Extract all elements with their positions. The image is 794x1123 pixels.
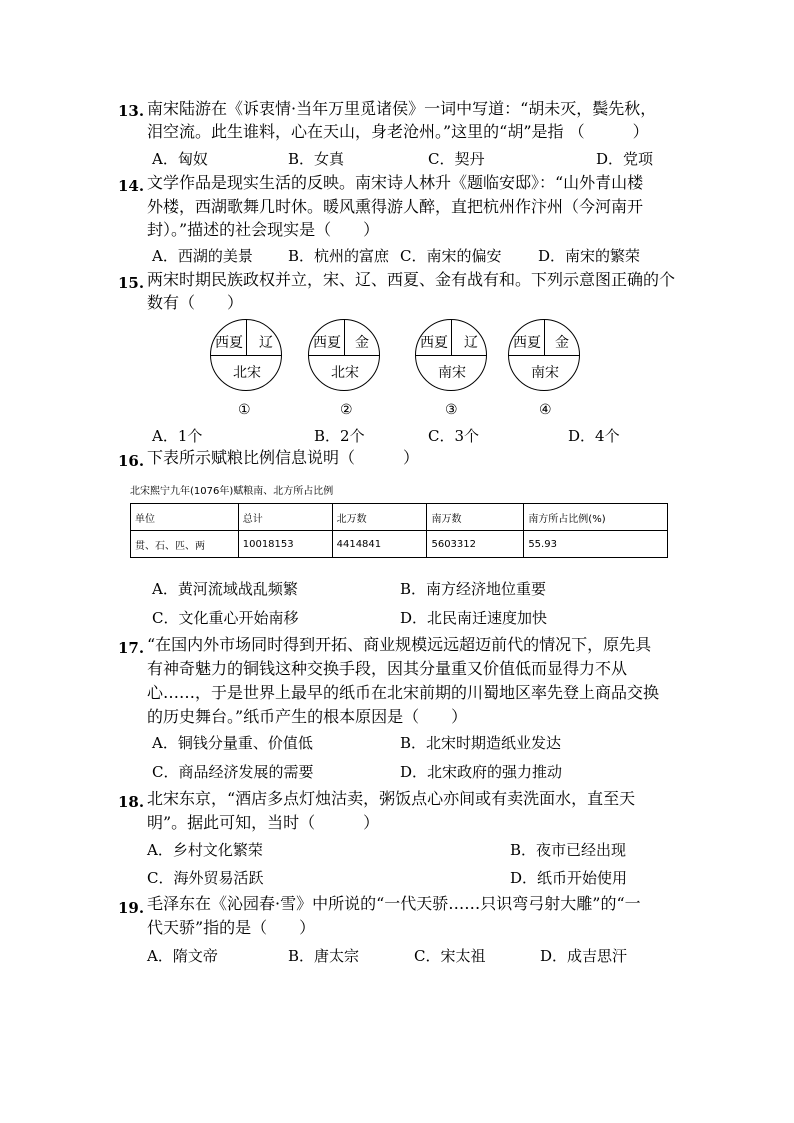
option-c[interactable]: C．3个: [428, 427, 480, 445]
question-text-line: 代天骄”指的是（ ）: [147, 918, 316, 937]
question-text-line: 封）。”描述的社会现实是（ ）: [147, 220, 380, 239]
table-cell: 5603312: [427, 531, 524, 558]
diagram-label-left: 西夏: [215, 335, 243, 351]
question-number: 15.: [118, 274, 145, 292]
option-b[interactable]: B．北宋时期造纸业发达: [400, 734, 562, 752]
table-cell: 贯、石、匹、两: [131, 531, 239, 558]
option-a[interactable]: A．乡村文化繁荣: [147, 841, 263, 859]
table-row: [131, 531, 668, 558]
diagram-label-bottom: 南宋: [438, 365, 466, 381]
diagram-label-right: 金: [555, 335, 569, 351]
question-text-line: 下表所示赋粮比例信息说明（ ）: [147, 448, 420, 467]
question-number: 19.: [118, 899, 145, 917]
question-number: 14.: [118, 177, 145, 195]
diagram-label-right: 辽: [464, 335, 478, 351]
table-header-cell: 总计: [238, 504, 332, 531]
option-a[interactable]: A．铜钱分量重、价值低: [152, 734, 313, 752]
option-c[interactable]: C．南宋的偏安: [400, 247, 502, 265]
option-b[interactable]: B．南方经济地位重要: [400, 580, 547, 598]
question-text-line: 北宋东京，“酒店多点灯烛沽卖，粥饭点心亦间或有卖洗面水，直至天: [147, 789, 636, 808]
option-d[interactable]: D．纸币开始使用: [510, 869, 628, 887]
diagram-label-left: 西夏: [313, 335, 341, 351]
region-diagram-1: [210, 319, 282, 391]
option-d[interactable]: D．4个: [568, 427, 620, 445]
region-diagram-4: [508, 319, 580, 391]
diagram-label-bottom: 北宋: [233, 365, 261, 381]
tax-grain-table: [130, 503, 668, 558]
diagram-label-right: 辽: [259, 335, 273, 351]
question-text-line: 两宋时期民族政权并立，宋、辽、西夏、金有战有和。下列示意图正确的个: [147, 270, 676, 289]
question-text-line: 南宋陆游在《诉衷情·当年万里觅诸侯》一词中写道：“胡未灭，鬓先秋，: [147, 99, 657, 118]
option-a[interactable]: A．西湖的美景: [152, 247, 253, 265]
option-c[interactable]: C．文化重心开始南移: [152, 609, 299, 627]
diagram-number: ③: [445, 402, 458, 418]
question-number: 17.: [118, 639, 145, 657]
diagram-number: ④: [539, 402, 552, 418]
table-header-row: [131, 504, 668, 531]
diagram-label-right: 金: [355, 335, 369, 351]
option-c[interactable]: C．宋太祖: [414, 947, 486, 965]
table-header-cell: 南方所占比例(%): [524, 504, 668, 531]
diagram-label-bottom: 南宋: [531, 365, 559, 381]
question-number: 16.: [118, 452, 145, 470]
table-cell: 10018153: [238, 531, 332, 558]
table-cell: 55.93: [524, 531, 668, 558]
question-text-line: 的历史舞台。”纸币产生的根本原因是（ ）: [147, 707, 468, 726]
option-a[interactable]: A．匈奴: [152, 150, 208, 168]
option-c[interactable]: C．契丹: [428, 150, 485, 168]
table-header-cell: 南万数: [427, 504, 524, 531]
diagram-number: ②: [340, 402, 353, 418]
question-text-line: 有神奇魅力的铜钱这种交换手段，因其分量重又价值低而显得力不从: [147, 659, 628, 678]
question-number: 18.: [118, 793, 145, 811]
option-d[interactable]: D．北宋政府的强力推动: [400, 763, 563, 781]
question-text-line: “在国内外市场同时得到开拓、商业规模远远超迈前代的情况下，原先具: [147, 635, 652, 654]
question-text-line: 数有（ ）: [147, 293, 244, 312]
question-text-line: 明”。据此可知，当时（ ）: [147, 813, 380, 832]
region-diagram-2: [308, 319, 380, 391]
option-b[interactable]: B．杭州的富庶: [288, 247, 390, 265]
diagram-label-left: 西夏: [513, 335, 541, 351]
option-c[interactable]: C．海外贸易活跃: [147, 869, 264, 887]
question-text-line: 外楼，西湖歌舞几时休。暖风熏得游人醉，直把杭州作汴州（今河南开: [147, 197, 644, 216]
option-b[interactable]: B．唐太宗: [288, 947, 360, 965]
table-cell: 4414841: [332, 531, 427, 558]
option-a[interactable]: A．1个: [152, 427, 203, 445]
option-d[interactable]: D．北民南迁速度加快: [400, 609, 548, 627]
question-number: 13.: [118, 102, 145, 120]
table-header-cell: 单位: [131, 504, 239, 531]
option-b[interactable]: B．女真: [288, 150, 345, 168]
question-text-line: 泪空流。此生谁料，心在天山，身老沧州。”这里的“胡”是指 （ ）: [147, 122, 649, 141]
diagram-label-bottom: 北宋: [331, 365, 359, 381]
option-d[interactable]: D．成吉思汗: [540, 947, 628, 965]
option-b[interactable]: B．2个: [314, 427, 365, 445]
question-text-line: 文学作品是现实生活的反映。南宋诗人林升《题临安邸》：“山外青山楼: [147, 173, 644, 192]
option-b[interactable]: B．夜市已经出现: [510, 841, 627, 859]
region-diagram-3: [415, 319, 487, 391]
table-caption: 北宋熙宁九年(1076年)赋粮南、北方所占比例: [130, 486, 334, 497]
option-d[interactable]: D．党项: [596, 150, 654, 168]
option-c[interactable]: C．商品经济发展的需要: [152, 763, 314, 781]
option-a[interactable]: A．隋文帝: [147, 947, 218, 965]
question-text-line: 毛泽东在《沁园春·雪》中所说的“一代天骄……只识弯弓射大雕”的“一: [147, 894, 641, 913]
diagram-label-left: 西夏: [420, 335, 448, 351]
question-text-line: 心……，于是世界上最早的纸币在北宋前期的川蜀地区率先登上商品交换: [147, 683, 660, 702]
table-header-cell: 北万数: [332, 504, 427, 531]
option-a[interactable]: A．黄河流域战乱频繁: [152, 580, 298, 598]
option-d[interactable]: D．南宋的繁荣: [538, 247, 641, 265]
diagram-number: ①: [238, 402, 251, 418]
